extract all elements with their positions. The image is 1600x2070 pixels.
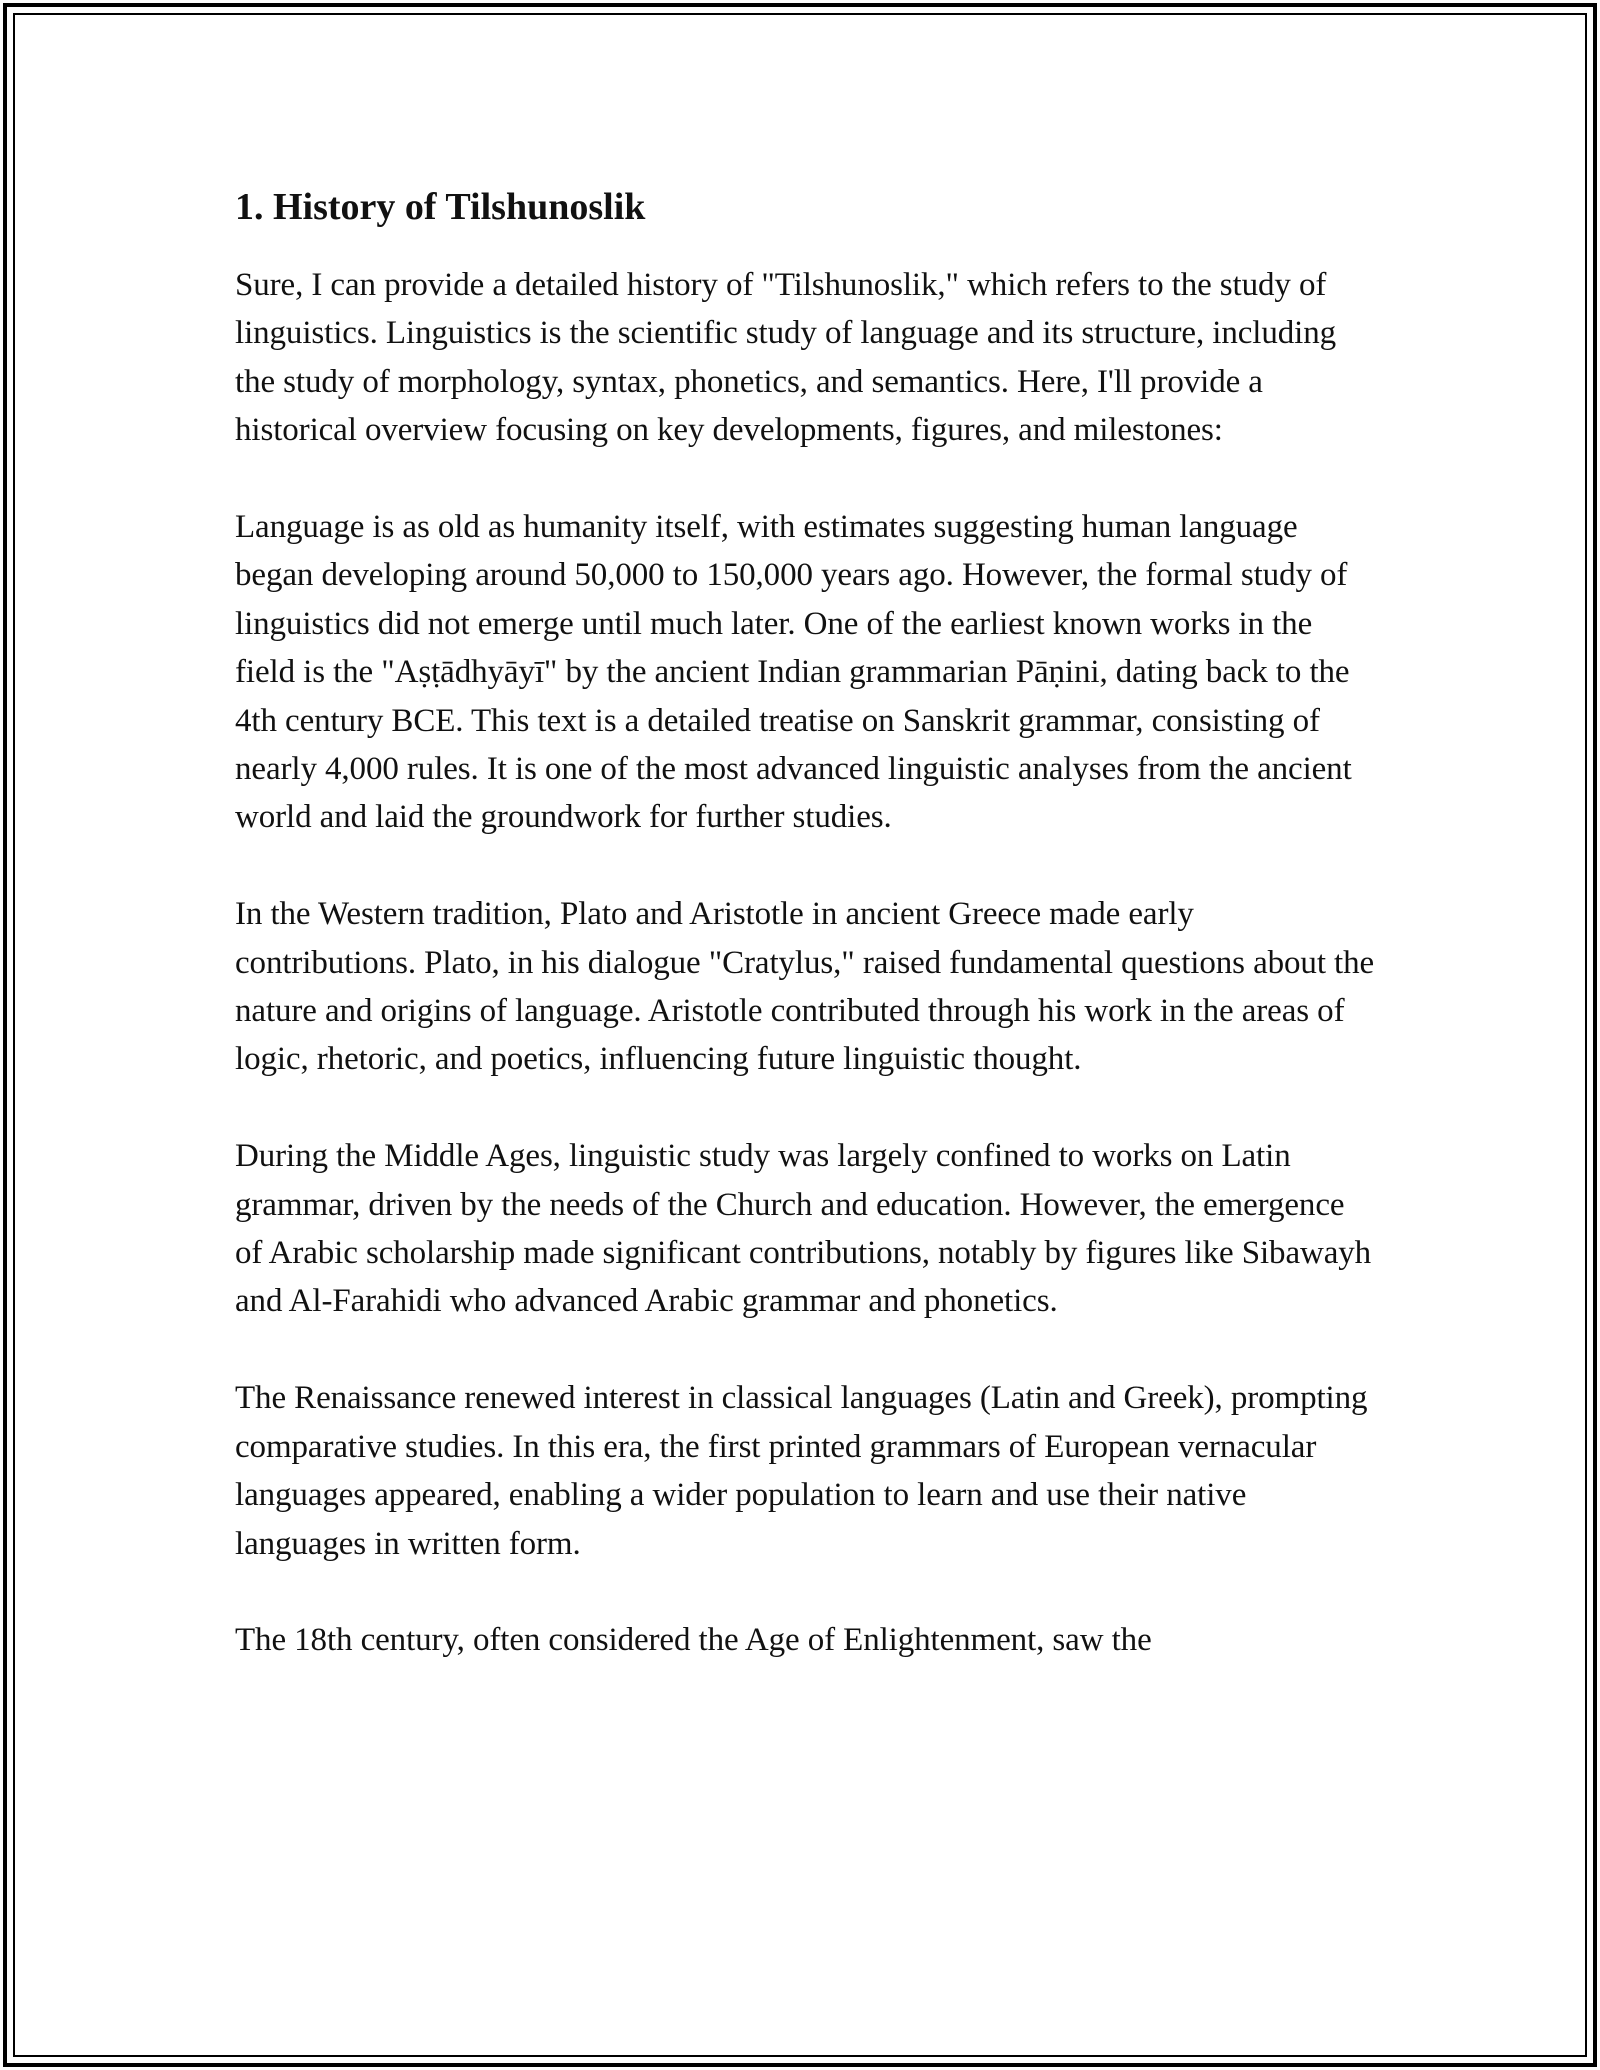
document-body: [235, 185, 1375, 1665]
document-title: 1. History of Tilshunoslik: [235, 186, 646, 228]
paragraph-enlightenment: The 18th century, often considered the Age of Enlightenment, saw the: [235, 1622, 1152, 1659]
paragraph-renaissance: The Renaissance renewed interest in classical languages (Latin and Greek), prompting comparative studies. In this era, the first printed grammars of European vernacular languages appeared, enabling a wider population to learn and use their native languages in written form.: [235, 1380, 1368, 1562]
paragraph-middle-ages: During the Middle Ages, linguistic study was largely confined to works on Latin grammar, driven by the needs of the Church and education. However, the emergence of Arabic scholarship made significant contributions, notably by figures like Sibawayh and Al-Farahidi who advanced Arabic grammar and phonetics.: [235, 1138, 1372, 1320]
paragraph-ancient-origins: Language is as old as humanity itself, with estimates suggesting human language began developing around 50,000 to 150,000 years ago. However, the formal study of linguistics did not emerge until much later. One of the earliest known works in the field is the "Aṣṭādhyāyī" by the ancient Indian grammarian Pāṇini, dating back to the 4th century BCE. This text is a detailed treatise on Sanskrit grammar, consisting of nearly 4,000 rules. It is one of the most advanced linguistic analyses from the ancient world and laid the groundwork for further studies.: [235, 509, 1352, 836]
paragraph-intro: Sure, I can provide a detailed history of "Tilshunoslik," which refers to the study of linguistics. Linguistics is the scientific study of language and its structure, including the study of morphology, syntax, phonetics, and semantics. Here, I'll provide a historical overview focusing on key developments, figures, and milestones:: [235, 267, 1336, 449]
paragraph-greek-tradition: In the Western tradition, Plato and Aristotle in ancient Greece made early contributions. Plato, in his dialogue "Cratylus," raised fundamental questions about the nature and origins of language. Aristotle contributed through his work in the areas of logic, rhetoric, and poetics, influencing future linguistic thought.: [235, 896, 1375, 1078]
